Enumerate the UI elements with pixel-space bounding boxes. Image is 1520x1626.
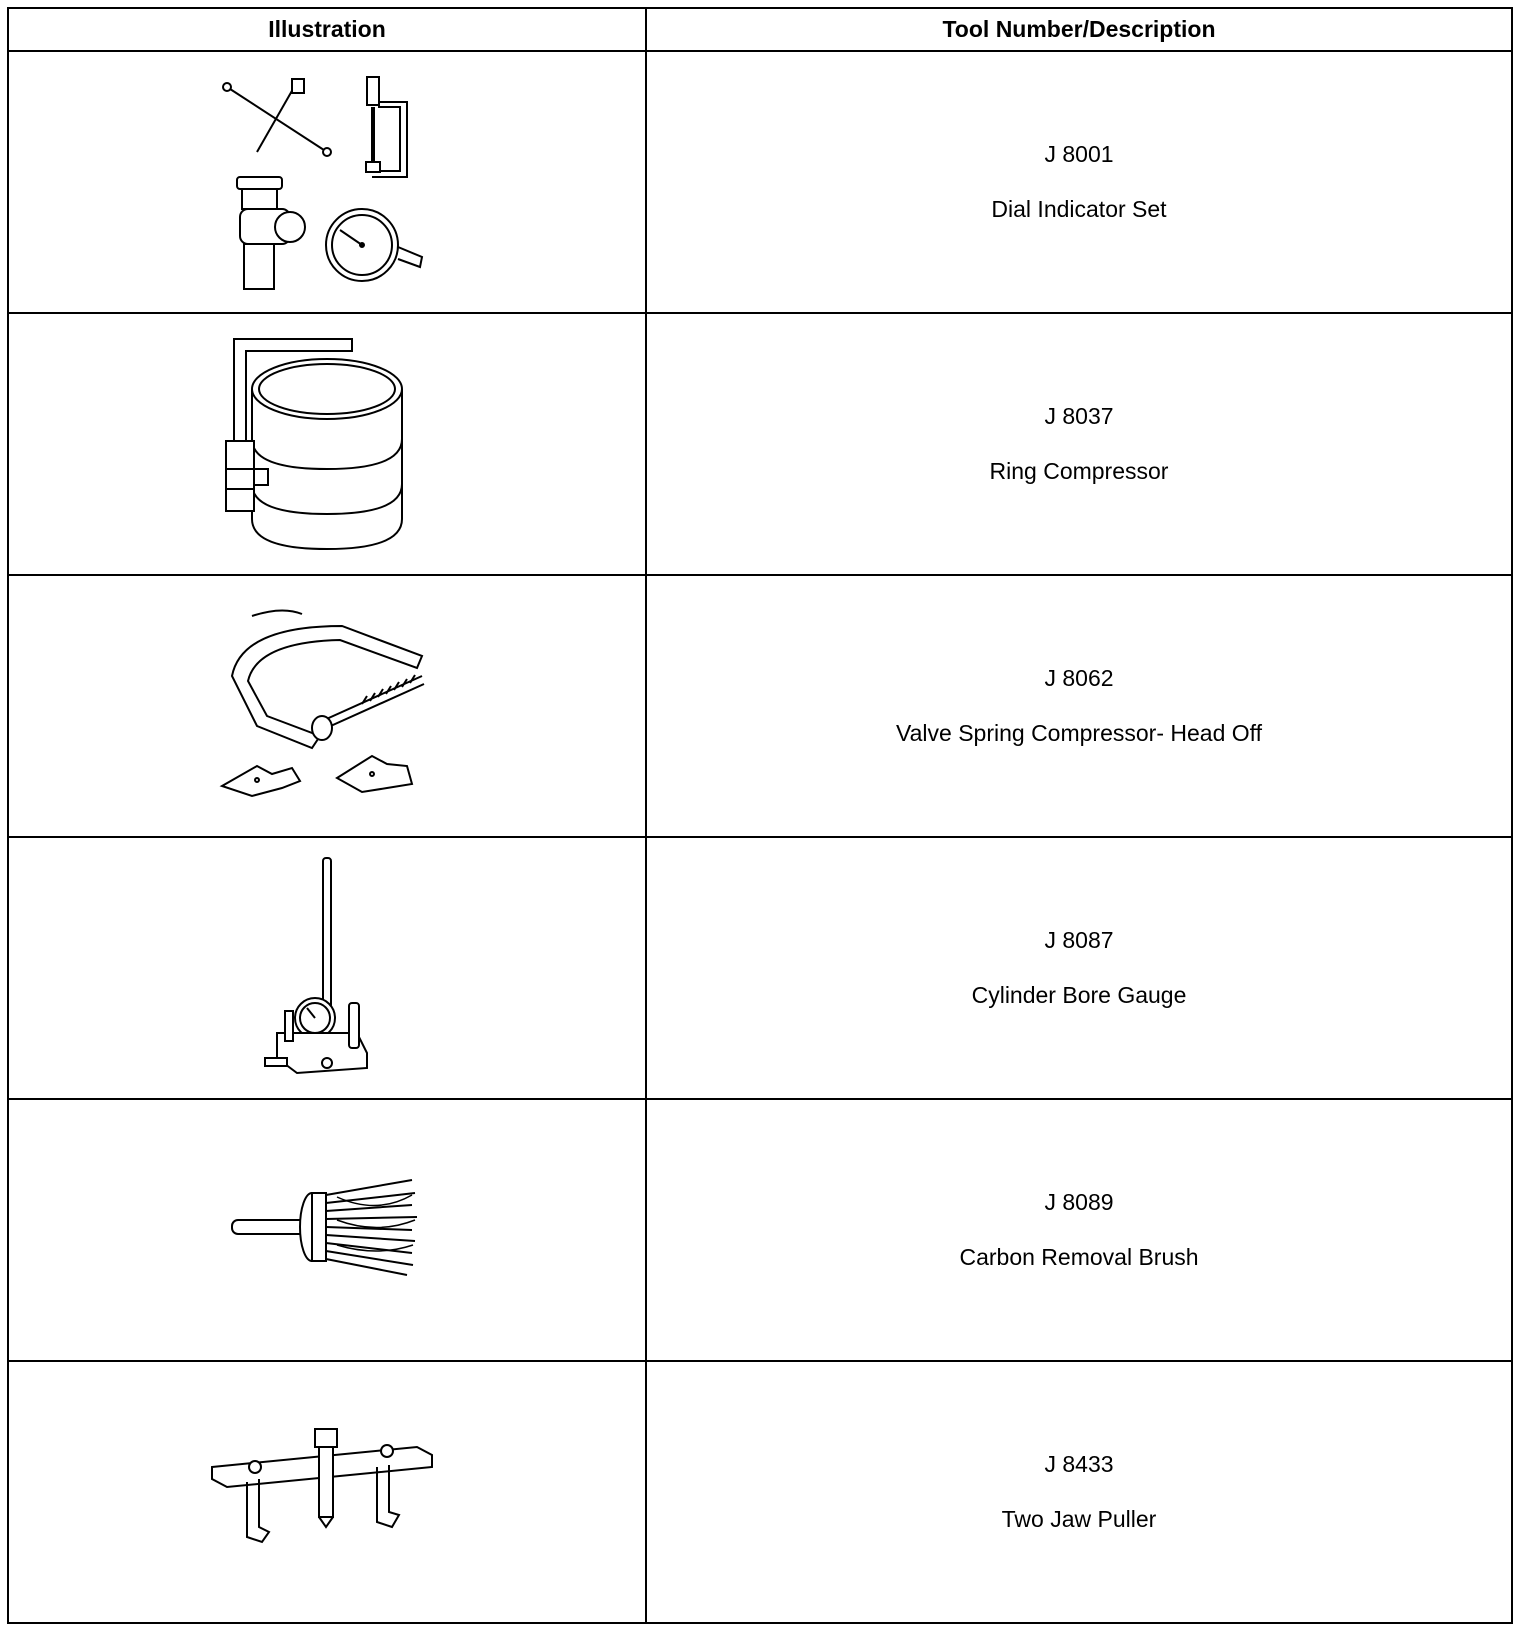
tool-description-cell (646, 313, 1512, 575)
tool-description: Dial Indicator Set (991, 195, 1167, 222)
header-illustration: Illustration (8, 8, 646, 51)
table-row (8, 837, 1512, 1099)
two-jaw-puller-icon (207, 1427, 447, 1557)
tool-description: Valve Spring Compressor- Head Off (895, 719, 1263, 746)
tool-description: Ring Compressor (989, 457, 1169, 484)
table-row (8, 1099, 1512, 1361)
carbon-removal-brush-icon (227, 1175, 427, 1285)
illustration-cell (8, 837, 646, 1099)
tool-description-cell (646, 1099, 1512, 1361)
table-row (8, 1361, 1512, 1623)
illustration-cell (8, 51, 646, 313)
tool-number: J 8087 (1044, 926, 1114, 953)
tool-number: J 8001 (1044, 140, 1114, 167)
header-tool-number-description: Tool Number/Description (646, 8, 1512, 51)
table-row (8, 51, 1512, 313)
tool-description: Cylinder Bore Gauge (971, 981, 1187, 1008)
tool-number: J 8062 (1044, 664, 1114, 691)
illustration-cell (8, 575, 646, 837)
tool-number: J 8037 (1044, 402, 1114, 429)
ring-compressor-icon (212, 329, 442, 559)
illustration-cell (8, 1361, 646, 1623)
dial-indicator-set-icon (212, 67, 442, 297)
tool-description-cell (646, 575, 1512, 837)
table-row (8, 575, 1512, 837)
illustration-cell (8, 1099, 646, 1361)
tool-description-cell (646, 1361, 1512, 1623)
tool-number: J 8433 (1044, 1450, 1114, 1477)
cylinder-bore-gauge-icon (257, 853, 397, 1083)
tool-description-cell (646, 837, 1512, 1099)
tool-description: Carbon Removal Brush (959, 1243, 1199, 1270)
valve-spring-compressor-icon (212, 606, 442, 806)
illustration-cell (8, 313, 646, 575)
tool-description-cell (646, 51, 1512, 313)
table-header-row (8, 8, 1512, 51)
table-row (8, 313, 1512, 575)
tool-number: J 8089 (1044, 1188, 1114, 1215)
tool-table (7, 7, 1513, 1624)
tool-description: Two Jaw Puller (1001, 1505, 1157, 1532)
